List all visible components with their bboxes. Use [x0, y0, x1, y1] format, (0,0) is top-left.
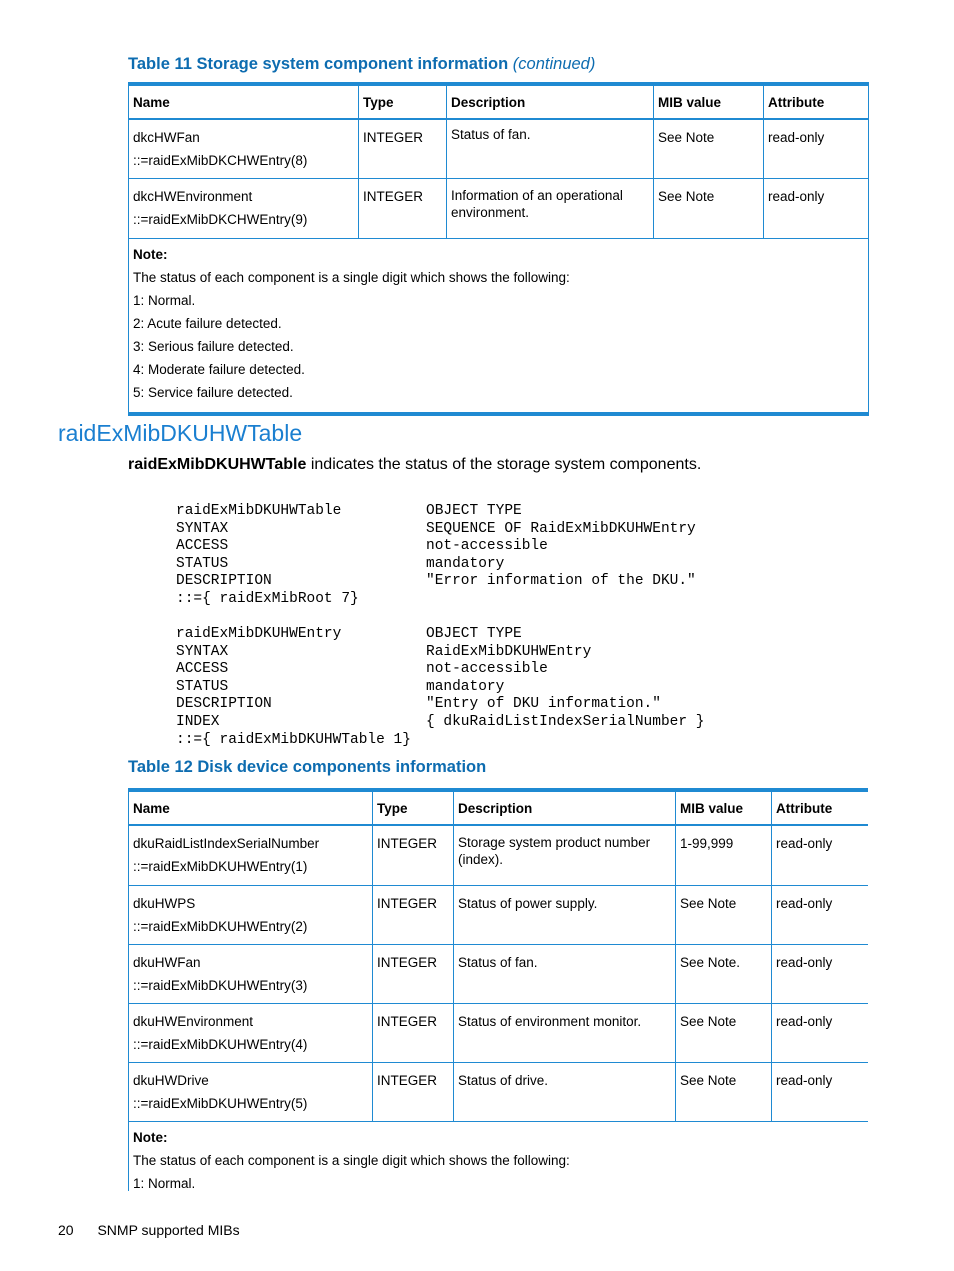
cell-description: Storage system product number (index). — [454, 825, 676, 886]
page-number: 20 — [58, 1222, 74, 1238]
cell-description: Status of environment monitor. — [454, 1004, 676, 1063]
cell-mib-value: See Note — [676, 1004, 772, 1063]
intro-term: raidExMibDKUHWTable — [128, 456, 307, 473]
cell-attribute: read-only — [772, 886, 869, 945]
cell-type: INTEGER — [373, 1004, 454, 1063]
cell-name — [129, 825, 373, 886]
code-line: SYNTAX SEQUENCE OF RaidExMibDKUHWEntry — [176, 520, 696, 537]
table-row — [129, 886, 869, 945]
cell-type: INTEGER — [373, 886, 454, 945]
note-line: The status of each component is a single digit which shows the following: — [133, 1153, 570, 1168]
cell-type: INTEGER — [373, 945, 454, 1004]
cell-name — [129, 1063, 373, 1122]
code-line: ::={ raidExMibRoot 7} — [176, 590, 359, 607]
cell-mib-value: See Note — [654, 179, 764, 239]
table12-note-row — [129, 1122, 869, 1192]
column-header-attribute: Attribute — [764, 84, 869, 119]
code-line: STATUS mandatory — [176, 678, 505, 695]
note-line: 1: Normal. — [133, 293, 196, 308]
table11-caption — [128, 55, 595, 74]
table-row — [129, 1004, 869, 1063]
cell-attribute: read-only — [772, 945, 869, 1004]
cell-mib-value: 1-99,999 — [676, 825, 772, 886]
code-line: raidExMibDKUHWTable OBJECT TYPE — [176, 503, 522, 519]
note-title: Note: — [133, 1130, 168, 1145]
table12-header-row — [129, 790, 869, 825]
note-cell — [129, 239, 869, 415]
table11-header-row — [129, 84, 869, 119]
table-row — [129, 945, 869, 1004]
table12-container — [128, 788, 868, 1191]
column-header-attribute: Attribute — [772, 790, 869, 825]
object-oid: ::=raidExMibDKCHWEntry(8) — [133, 153, 308, 168]
object-name: dkuRaidListIndexSerialNumber — [133, 836, 320, 851]
code-line: DESCRIPTION "Entry of DKU information." — [176, 696, 661, 713]
table12-caption: Table 12 Disk device components information — [128, 758, 487, 776]
object-oid: ::=raidExMibDKUHWEntry(5) — [133, 1096, 308, 1111]
column-header-mib-value: MIB value — [654, 84, 764, 119]
cell-name — [129, 945, 373, 1004]
table12 — [128, 788, 868, 1191]
cell-name — [129, 119, 359, 179]
cell-type: INTEGER — [373, 825, 454, 886]
column-header-mib-value: MIB value — [676, 790, 772, 825]
table-row — [129, 825, 869, 886]
note-line: The status of each component is a single digit which shows the following: — [133, 270, 570, 285]
table-row — [129, 179, 869, 239]
object-oid: ::=raidExMibDKUHWEntry(1) — [133, 859, 308, 874]
object-name: dkuHWFan — [133, 955, 201, 970]
code-line: ::={ raidExMibDKUHWTable 1} — [176, 731, 411, 748]
note-line: 4: Moderate failure detected. — [133, 362, 305, 377]
cell-type: INTEGER — [359, 119, 447, 179]
object-oid: ::=raidExMibDKUHWEntry(2) — [133, 919, 308, 934]
cell-mib-value: See Note — [676, 1063, 772, 1122]
note-line: 5: Service failure detected. — [133, 385, 293, 400]
object-name: dkuHWPS — [133, 896, 196, 911]
code-line: ACCESS not-accessible — [176, 538, 548, 555]
cell-attribute: read-only — [772, 1063, 869, 1122]
object-oid: ::=raidExMibDKUHWEntry(4) — [133, 1037, 308, 1052]
code-line: STATUS mandatory — [176, 555, 505, 572]
cell-attribute: read-only — [764, 179, 869, 239]
column-header-name: Name — [129, 84, 359, 119]
table11-caption-title: Table 11 Storage system component information — [128, 55, 509, 73]
column-header-type: Type — [359, 84, 447, 119]
code-block-entry — [176, 626, 704, 749]
object-name: dkuHWEnvironment — [133, 1014, 254, 1029]
cell-description: Status of drive. — [454, 1063, 676, 1122]
object-oid: ::=raidExMibDKCHWEntry(9) — [133, 212, 308, 227]
cell-type: INTEGER — [373, 1063, 454, 1122]
intro-text: indicates the status of the storage system components. — [306, 456, 702, 473]
cell-description: Information of an operational environment. — [447, 179, 654, 239]
table11-note-row — [129, 239, 869, 415]
footer-section-title: SNMP supported MIBs — [97, 1222, 240, 1238]
column-header-type: Type — [373, 790, 454, 825]
column-header-description: Description — [454, 790, 676, 825]
note-cell — [129, 1122, 869, 1192]
cell-attribute: read-only — [772, 1004, 869, 1063]
object-name: dkuHWDrive — [133, 1073, 209, 1088]
note-line: 3: Serious failure detected. — [133, 339, 294, 354]
column-header-description: Description — [447, 84, 654, 119]
object-oid: ::=raidExMibDKUHWEntry(3) — [133, 978, 308, 993]
cell-type: INTEGER — [359, 179, 447, 239]
note-line: 1: Normal. — [133, 1176, 196, 1191]
column-header-name: Name — [129, 790, 373, 825]
code-block-table — [176, 503, 696, 609]
cell-mib-value: See Note. — [676, 945, 772, 1004]
table-row — [129, 1063, 869, 1122]
object-name: dkcHWEnvironment — [133, 189, 253, 204]
cell-mib-value: See Note — [676, 886, 772, 945]
code-line: SYNTAX RaidExMibDKUHWEntry — [176, 643, 592, 660]
cell-description: Status of fan. — [454, 945, 676, 1004]
code-line: ACCESS not-accessible — [176, 661, 548, 678]
cell-description: Status of fan. — [447, 119, 654, 179]
cell-name — [129, 886, 373, 945]
note-title: Note: — [133, 247, 168, 262]
cell-description: Status of power supply. — [454, 886, 676, 945]
section-intro — [128, 456, 701, 474]
cell-name — [129, 1004, 373, 1063]
section-heading: raidExMibDKUHWTable — [58, 420, 303, 446]
code-line: INDEX { dkuRaidListIndexSerialNumber } — [176, 713, 705, 730]
code-line: raidExMibDKUHWEntry OBJECT TYPE — [176, 626, 522, 642]
cell-attribute: read-only — [772, 825, 869, 886]
note-line: 2: Acute failure detected. — [133, 316, 282, 331]
page-footer — [58, 1222, 240, 1238]
code-line: DESCRIPTION "Error information of the DKU." — [176, 573, 696, 590]
cell-name — [129, 179, 359, 239]
table11 — [128, 82, 869, 416]
table11-caption-continued: (continued) — [512, 55, 596, 73]
cell-attribute: read-only — [764, 119, 869, 179]
object-name: dkcHWFan — [133, 130, 200, 145]
table-row — [129, 119, 869, 179]
cell-mib-value: See Note — [654, 119, 764, 179]
